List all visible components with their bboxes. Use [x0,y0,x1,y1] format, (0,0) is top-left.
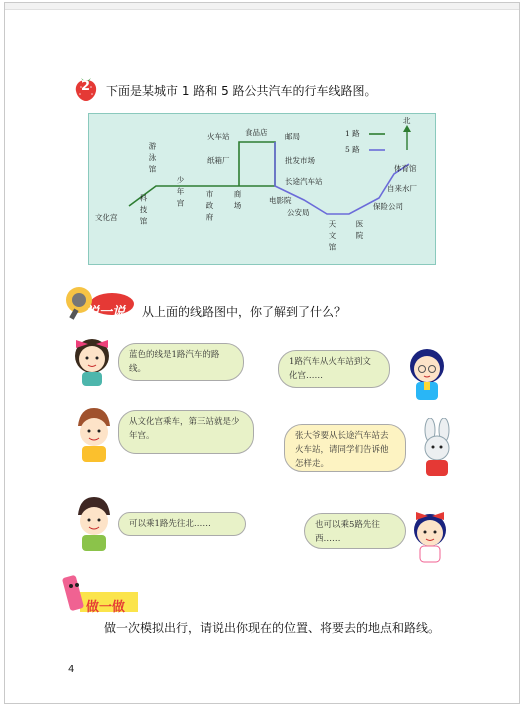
speech-bubble-1: 蓝色的线是1路汽车的路线。 [118,343,244,381]
zuo-text: 做一次模拟出行，请说出你现在的位置、将要去的地点和路线。 [104,621,441,635]
shuo-text: 从上面的线路图中，你了解到了什么？ [142,305,347,319]
rabbit-avatar [414,418,460,480]
stop-yiyuan: 医院 [355,220,364,243]
stop-zhizhichang: 纸箱厂 [207,156,230,165]
girl-avatar-1 [68,332,116,388]
stop-shangchang: 商场 [233,190,242,213]
stop-tiyuguan: 体育馆 [394,164,417,173]
stop-changtuqichezhan: 长途汽车站 [285,177,323,186]
stop-wenhuagong: 文化宫 [95,213,118,222]
route-map [88,113,436,265]
stop-huochezhan: 火车站 [207,132,230,141]
boy-avatar-1 [70,404,118,464]
north-arrow-head-icon [403,125,411,132]
stop-youyongguan: 游泳馆 [148,142,157,177]
top-strip [5,3,519,10]
speech-bubble-4: 张大爷要从长途汽车站去火车站，请同学们告诉他怎样走。 [284,424,406,472]
zuo-badge: 做一做 [86,600,126,615]
speech-bubble-2: 1路汽车从火车站到文化宫…… [278,350,390,388]
legend-route1-label: 1 路 [345,129,360,138]
stop-shaoniangong: 少年宫 [176,176,185,211]
stop-kejiguan: 科技馆 [139,194,148,229]
stop-youju: 邮局 [285,132,300,141]
stop-baoxiangongsi: 保险公司 [373,202,403,211]
page-number: 4 [68,664,75,675]
speech-bubble-6: 也可以乘5路先往西…… [304,513,406,549]
boy-avatar-2 [70,493,118,553]
question-number: 2 [81,79,91,94]
girl-avatar-3 [406,506,454,566]
speech-bubble-3: 从文化宫乘车，第三站就是少年宫。 [118,410,254,454]
stop-shizhengfu: 市政府 [205,190,214,225]
stop-shipindian: 食品店 [245,128,268,137]
stop-zilaishuichang: 自来水厂 [387,184,417,193]
stop-gonganju: 公安局 [287,208,310,217]
stop-tianwenguan: 天文馆 [328,220,337,255]
legend-north-label: 北 [403,116,411,125]
legend-route5-label: 5 路 [345,145,360,154]
shuo-badge: 说一说 [86,305,126,320]
stop-dianyingyuan: 电影院 [269,196,292,205]
stop-pifashichang: 批发市场 [285,156,315,165]
question-text: 下面是某城市 1 路和 5 路公共汽车的行车线路图。 [106,84,377,98]
speech-bubble-5: 可以乘1路先往北…… [118,512,246,536]
girl-avatar-2 [402,342,452,404]
